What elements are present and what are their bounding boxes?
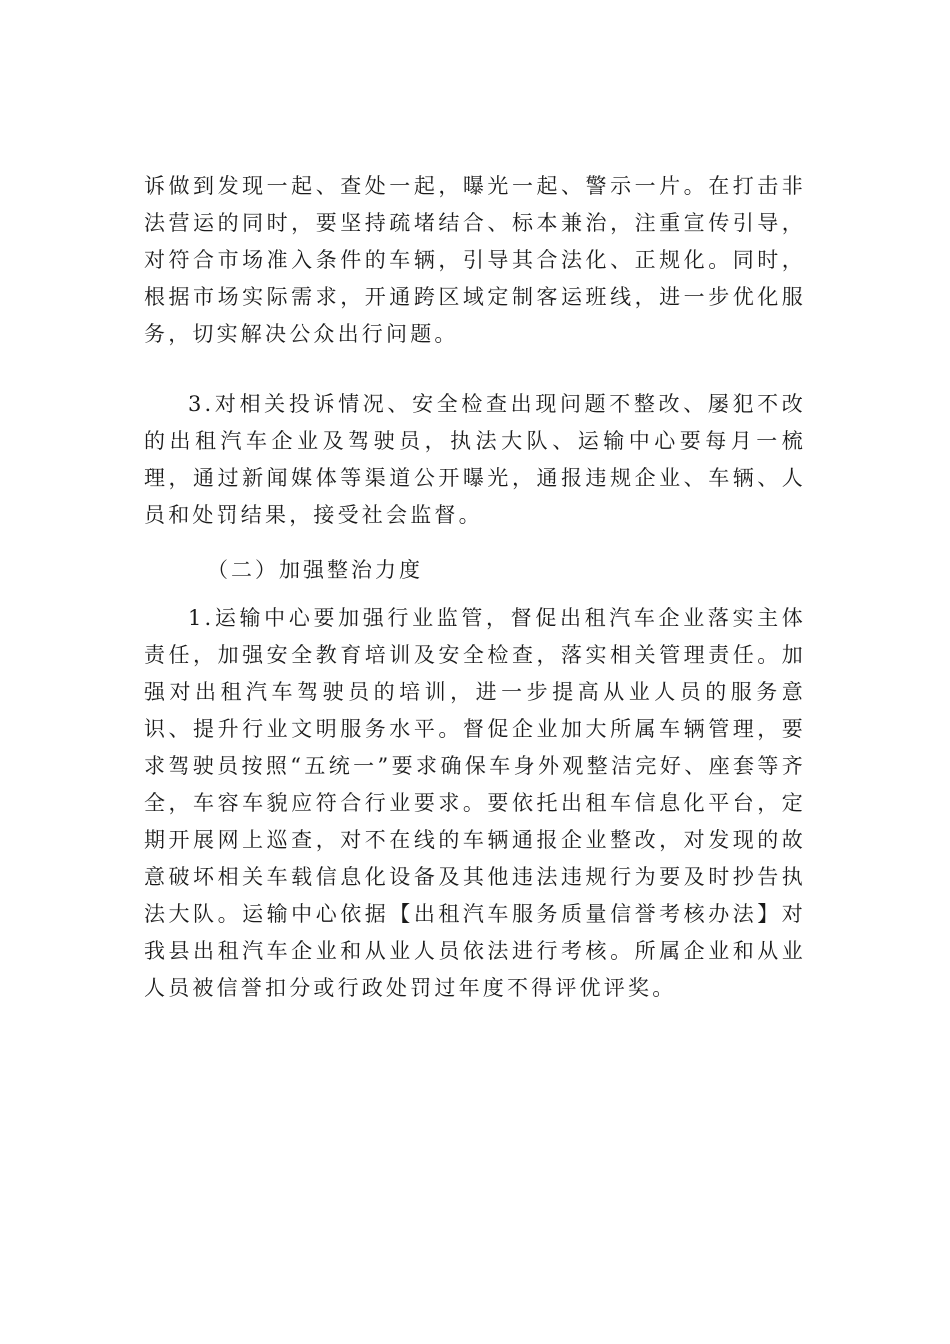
paragraph-item-1-industry-supervision: 1.运输中心要加强行业监管，督促出租汽车企业落实主体责任，加强安全教育培训及安全检查，落实相关管理责任。加强对出租汽车驾驶员的培训，进一步提高从业人员的服务意识、提升行业文明服务水平。督促企业加大所属车辆管理，要求驾驶员按照“五统一”要求确保车身外观整洁完好、座套等齐全，车容车貌应符合行业要求。要依托出租车信息化平台，定期开展网上巡查，对不在线的车辆通报企业整改，对发现的故意破坏相关车载信息化设备及其他违法违规行为要及时抄告执法大队。运输中心依据【出租汽车服务质量信誉考核办法】对我县出租汽车企业和从业人员依法进行考核。所属企业和从业人员被信誉扣分或行政处罚过年度不得评优评奖。	[144, 606, 806, 1000]
paragraph-item-3-public-exposure: 3.对相关投诉情况、安全检查出现问题不整改、屡犯不改的出租汽车企业及驾驶员，执法大队、运输中心要每月一梳理，通过新闻媒体等渠道公开曝光，通报违规企业、车辆、人员和处罚结果，接受社会监督。	[144, 392, 806, 527]
section-heading-strengthen-enforcement: （二）加强整治力度	[207, 558, 423, 582]
paragraph-continued-complaints: 诉做到发现一起、查处一起，曝光一起、警示一片。在打击非法营运的同时，要坚持疏堵结合、标本兼治，注重宣传引导，对符合市场准入条件的车辆，引导其合法化、正规化。同时，根据市场实际需求，开通跨区域定制客运班线，进一步优化服务，切实解决公众出行问题。	[144, 174, 806, 346]
